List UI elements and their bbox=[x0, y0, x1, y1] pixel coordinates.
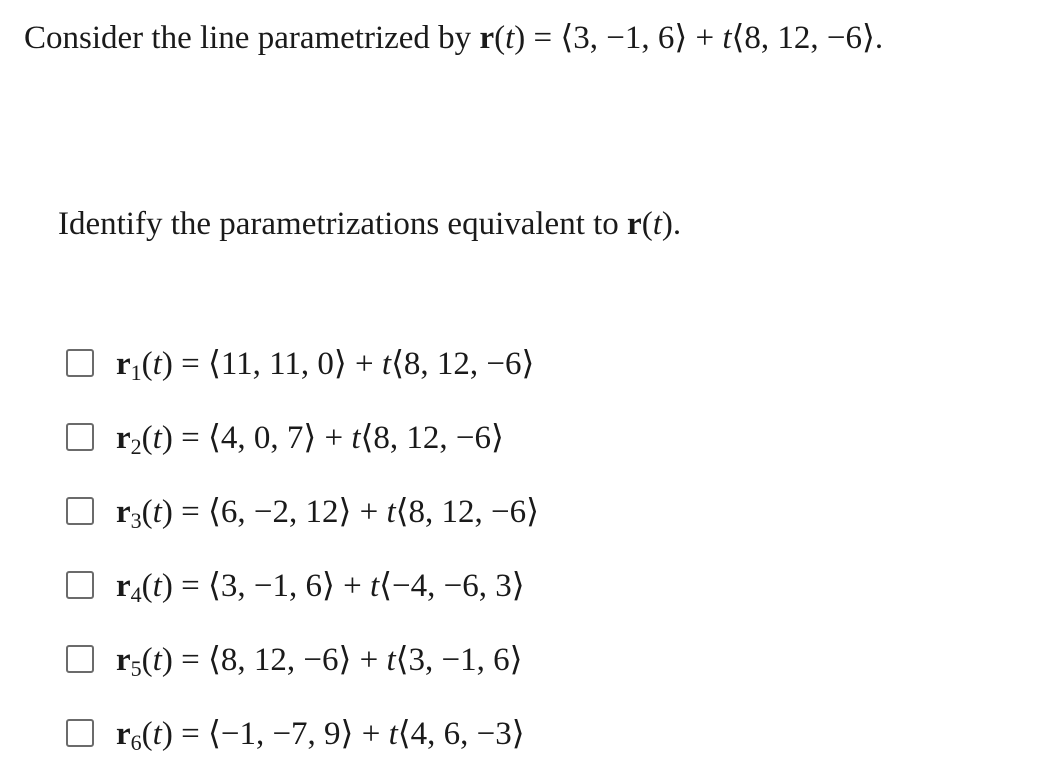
option-formula: $r_1(t)$ = ⟨11, 11, 0⟩ + t⟨8, 12, −6⟩ bbox=[116, 346, 535, 385]
subscript: 4 bbox=[130, 582, 142, 607]
vector-r: r bbox=[116, 716, 131, 752]
option-r2[interactable] bbox=[66, 400, 539, 474]
variable-t: t bbox=[388, 716, 398, 752]
option-formula: $r_4(t)$ = ⟨3, −1, 6⟩ + t⟨−4, −6, 3⟩ bbox=[116, 568, 525, 607]
paren-open: ( bbox=[494, 20, 506, 56]
equals-sign: = bbox=[172, 568, 208, 604]
variable-t: t bbox=[351, 420, 361, 456]
variable-t: t bbox=[152, 494, 162, 530]
prompt-text: Consider the line parametrized by bbox=[24, 20, 480, 56]
option-r5[interactable] bbox=[66, 622, 539, 696]
vector-r: r bbox=[116, 568, 131, 604]
line-direction-expression: ⟨8, 12, −6⟩. bbox=[731, 20, 884, 56]
plus-sign: + bbox=[351, 642, 387, 678]
vector-r: r bbox=[116, 346, 131, 382]
option-formula: $r_6(t)$ = ⟨−1, −7, 9⟩ + t⟨4, 6, −3⟩ bbox=[116, 716, 525, 755]
checkbox[interactable] bbox=[66, 349, 94, 377]
vector-r: r bbox=[116, 642, 131, 678]
option-r4[interactable] bbox=[66, 548, 539, 622]
plus-sign: + bbox=[346, 346, 382, 382]
line-point-expression: = ⟨3, −1, 6⟩ + bbox=[525, 20, 723, 56]
subscript: 2 bbox=[130, 434, 142, 459]
subscript: 5 bbox=[130, 656, 142, 681]
direction-vector: ⟨4, 6, −3⟩ bbox=[397, 716, 525, 752]
point-vector: ⟨3, −1, 6⟩ bbox=[207, 568, 335, 604]
equals-sign: = bbox=[172, 346, 208, 382]
option-formula: $r_2(t)$ = ⟨4, 0, 7⟩ + t⟨8, 12, −6⟩ bbox=[116, 420, 504, 459]
checkbox[interactable] bbox=[66, 423, 94, 451]
vector-r: r bbox=[479, 20, 495, 56]
variable-t: t bbox=[152, 420, 162, 456]
variable-t: t bbox=[369, 568, 380, 604]
variable-t: t bbox=[652, 206, 662, 242]
point-vector: ⟨4, 0, 7⟩ bbox=[207, 420, 317, 456]
option-r6[interactable] bbox=[66, 696, 539, 770]
variable-t: t bbox=[152, 568, 162, 604]
subscript: 3 bbox=[130, 508, 142, 533]
subscript: 6 bbox=[130, 730, 142, 755]
point-vector: ⟨8, 12, −6⟩ bbox=[207, 642, 352, 678]
checkbox[interactable] bbox=[66, 719, 94, 747]
option-formula: $r_3(t)$ = ⟨6, −2, 12⟩ + t⟨8, 12, −6⟩ bbox=[116, 494, 539, 533]
plus-sign: + bbox=[334, 568, 370, 604]
variable-t: t bbox=[386, 494, 396, 530]
vector-r: r bbox=[116, 420, 131, 456]
problem-statement bbox=[24, 14, 883, 62]
vector-r: r bbox=[116, 494, 131, 530]
plus-sign: + bbox=[316, 420, 352, 456]
plus-sign: + bbox=[351, 494, 387, 530]
variable-t: t bbox=[386, 642, 396, 678]
answer-options bbox=[66, 326, 539, 770]
variable-t: t bbox=[505, 20, 515, 56]
paren-close: ) bbox=[514, 20, 526, 56]
variable-t: t bbox=[152, 642, 162, 678]
point-vector: ⟨11, 11, 0⟩ bbox=[207, 346, 347, 382]
checkbox[interactable] bbox=[66, 571, 94, 599]
equals-sign: = bbox=[172, 716, 208, 752]
plus-sign: + bbox=[353, 716, 389, 752]
point-vector: ⟨6, −2, 12⟩ bbox=[207, 494, 352, 530]
equals-sign: = bbox=[172, 494, 208, 530]
paren-open: ( bbox=[641, 206, 653, 242]
direction-vector: ⟨−4, −6, 3⟩ bbox=[379, 568, 525, 604]
direction-vector: ⟨8, 12, −6⟩ bbox=[360, 420, 504, 456]
checkbox[interactable] bbox=[66, 645, 94, 673]
question-instruction bbox=[58, 200, 681, 248]
option-formula: $r_5(t)$ = ⟨8, 12, −6⟩ + t⟨3, −1, 6⟩ bbox=[116, 642, 523, 681]
variable-t: t bbox=[381, 346, 392, 382]
equals-sign: = bbox=[172, 642, 208, 678]
variable-t: t bbox=[722, 20, 732, 56]
variable-t: t bbox=[152, 716, 162, 752]
equals-sign: = bbox=[172, 420, 208, 456]
point-vector: ⟨−1, −7, 9⟩ bbox=[207, 716, 354, 752]
paren-close: ). bbox=[661, 206, 682, 242]
direction-vector: ⟨8, 12, −6⟩ bbox=[395, 494, 539, 530]
option-r3[interactable] bbox=[66, 474, 539, 548]
variable-t: t bbox=[152, 346, 162, 382]
checkbox[interactable] bbox=[66, 497, 94, 525]
option-r1[interactable] bbox=[66, 326, 539, 400]
direction-vector: ⟨3, −1, 6⟩ bbox=[395, 642, 523, 678]
vector-r: r bbox=[627, 206, 642, 242]
direction-vector: ⟨8, 12, −6⟩ bbox=[391, 346, 535, 382]
subscript: 1 bbox=[130, 360, 142, 385]
instruction-text: Identify the parametrizations equivalent to bbox=[58, 206, 628, 242]
